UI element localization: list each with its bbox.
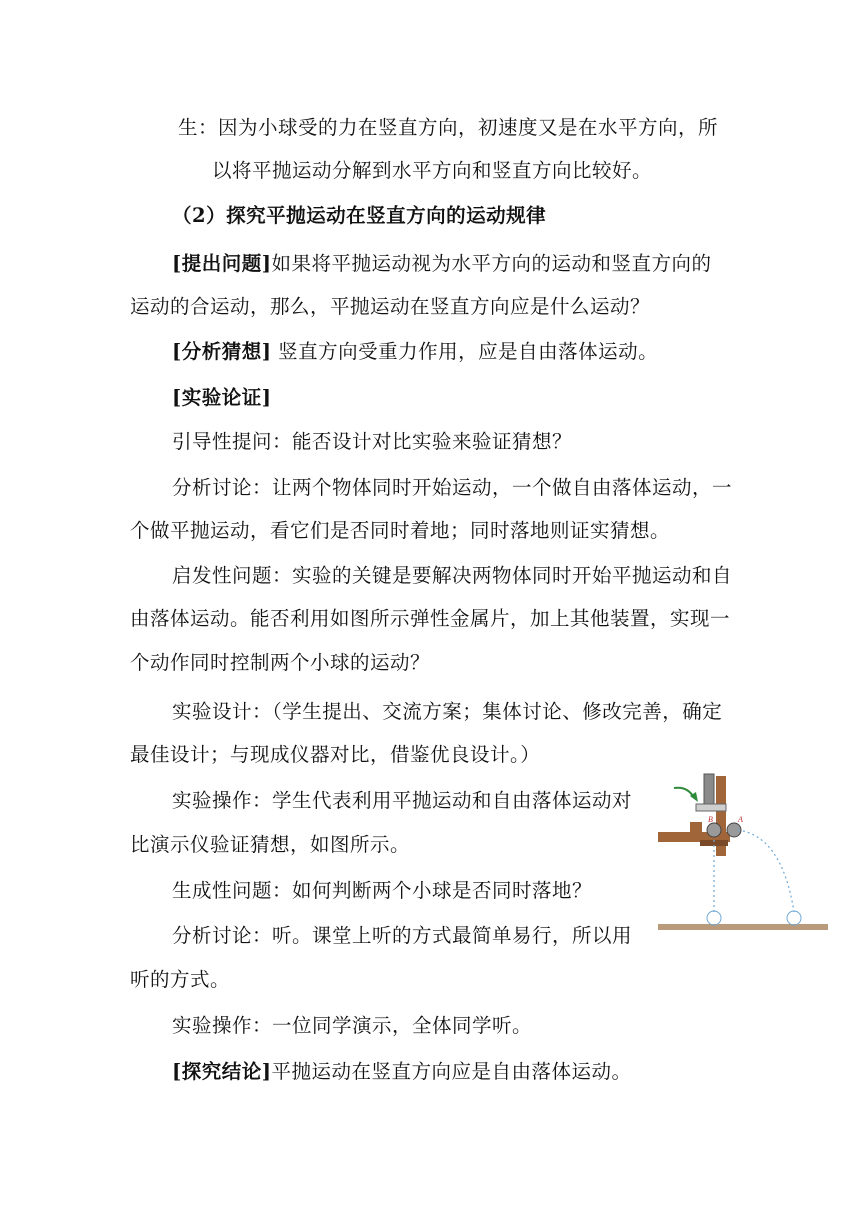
guess-line: [172, 338, 658, 366]
conclusion-tag: [探究结论]: [172, 1060, 272, 1083]
generate-question: 生成性问题：如何判断两个小球是否同时落地？: [172, 879, 593, 902]
ground: [658, 924, 828, 930]
ask-tag: [提出问题]: [172, 252, 272, 275]
para-student-line2: 以将平抛运动分解到水平方向和竖直方向比较好。: [212, 159, 653, 182]
para-student-line1: 生：因为小球受的力在竖直方向，初速度又是在水平方向，所: [178, 116, 719, 139]
design-line1: 实验设计：（学生提出、交流方案；集体讨论、修改完善，确定: [172, 700, 723, 723]
ball-b: [707, 823, 721, 837]
inspire-line3: 个动作同时控制两个小球的运动？: [130, 651, 431, 674]
apparatus-figure: [654, 766, 830, 938]
label-b: B: [708, 815, 713, 824]
projectile-path: [738, 830, 794, 912]
inspire-line2: 由落体运动。能否利用如图所示弹性金属片，加上其他装置，实现一: [130, 607, 731, 630]
guide-question: 引导性提问：能否设计对比实验来验证猜想？: [172, 430, 573, 453]
guess-tag: [分析猜想]: [172, 340, 272, 363]
discuss1-line2: 个做平抛运动，看它们是否同时着地；同时落地则证实猜想。: [130, 519, 671, 542]
conclusion-text: 平抛运动在竖直方向应是自由落体运动。: [271, 1060, 632, 1083]
ask-line2: 运动的合运动，那么，平抛运动在竖直方向应是什么运动？: [130, 295, 651, 318]
operate1-line1: 实验操作：学生代表利用平抛运动和自由落体运动对: [172, 789, 633, 812]
landing-ball-b: [707, 911, 721, 925]
operate1-line2: 比演示仪验证猜想，如图所示。: [130, 833, 411, 856]
discuss2-line2: 听的方式。: [130, 968, 231, 991]
design-line2: 最佳设计；与现成仪器对比，借鉴优良设计。）: [130, 743, 541, 766]
guess-text: 竖直方向受重力作用，应是自由落体运动。: [271, 340, 659, 363]
proof-tag: [实验论证]: [172, 386, 272, 409]
discuss2-line1: 分析讨论：听。课堂上听的方式最简单易行，所以用: [172, 924, 633, 947]
section-heading: （2）探究平抛运动在竖直方向的运动规律: [172, 204, 547, 227]
conclusion-line: [172, 1058, 631, 1086]
ask-line1: [172, 250, 711, 278]
base-block: [690, 822, 702, 834]
discuss1-line1: 分析讨论：让两个物体同时开始运动，一个做自由落体运动，一: [172, 476, 733, 499]
operate2: 实验操作：一位同学演示，全体同学听。: [172, 1014, 533, 1037]
ask-text: 如果将平抛运动视为水平方向的运动和竖直方向的: [271, 252, 712, 275]
label-a: A: [738, 815, 743, 824]
striker-head: [696, 804, 726, 811]
landing-ball-a: [787, 911, 801, 925]
inspire-line1: 启发性问题：实验的关键是要解决两物体同时开始平抛运动和自: [172, 564, 733, 587]
